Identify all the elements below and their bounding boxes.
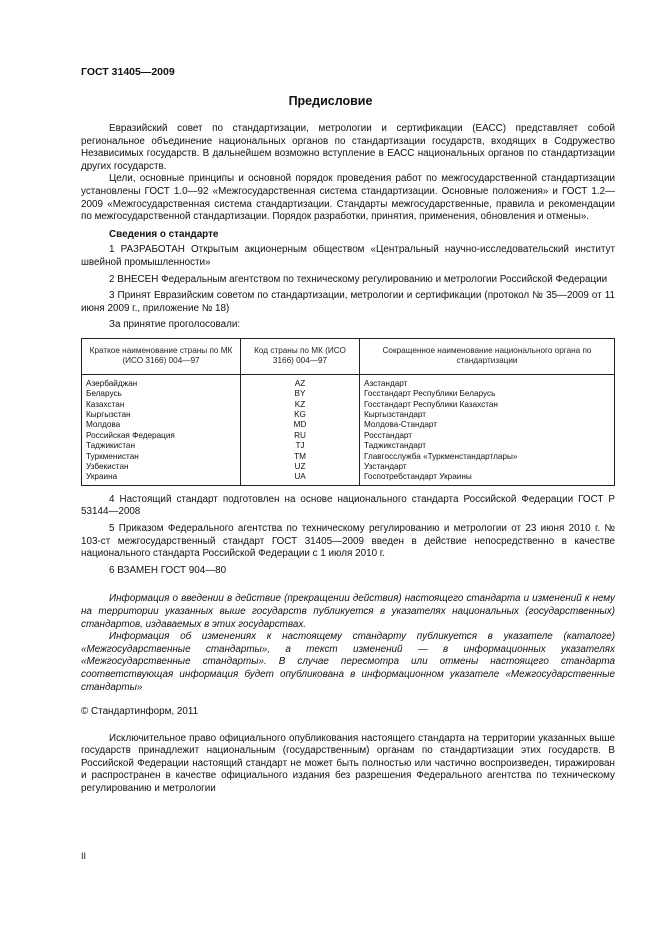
table-header-code: Код страны по МК (ИСО 3166) 004—97 xyxy=(241,338,360,374)
info-item-1: 1 РАЗРАБОТАН Открытым акционерным обществом «Центральный научно-исследовательский институт швейной промышленности» xyxy=(81,244,615,268)
table-row xyxy=(82,389,615,399)
standards-body: Молдова-Стандарт xyxy=(360,420,615,430)
info-item-2: 2 ВНЕСЕН Федеральным агентством по техническому регулированию и метрологии Российской Федерации xyxy=(109,273,608,285)
table-row xyxy=(82,452,615,462)
rights-paragraph: Исключительное право официального опубликования настоящего стандарта на территории указанных выше государств принадлежит национальным (государственным) органам по стандартизации этих государств. В Российской Федерации настоящий стандарт не может быть полностью или частично воспроизведен, тиражирован и распространен в качестве официального издания без разрешения Федерального агентства по техническому регулированию и метрологии xyxy=(81,732,615,795)
country-name: Беларусь xyxy=(82,389,241,399)
table-row xyxy=(82,410,615,420)
country-code: KG xyxy=(241,410,360,420)
country-name: Узбекистан xyxy=(82,462,241,472)
intro-paragraph: Цели, основные принципы и основной порядок проведения работ по межгосударственной стандартизации установлены ГОСТ 1.0—92 «Межгосударственная система стандартизации. Основные положения» и ГОСТ 1.2—2009 «Межгосударственная система стандартизации. Стандарты межгосударственные, правила и рекомендации по межгосударственной стандартизации. Порядок разработки, принятия, применения, обновления и отмены». xyxy=(81,173,615,223)
country-code: UZ xyxy=(241,462,360,472)
voting-table xyxy=(81,338,615,486)
info-block xyxy=(81,593,615,694)
table-row xyxy=(82,420,615,430)
page-title: Предисловие xyxy=(288,94,373,108)
info-paragraph: Информация об изменениях к настоящему стандарту публикуется в указателе (каталоге) «Межгосударственные стандарты», а текст изменений — в информационных указателях «Межгосударственные стандарты». В случае пересмотра или отмены настоящего стандарта соответствующая информация будет опубликована в информационном указателе «Межгосударственные стандарты» xyxy=(81,631,615,693)
country-code: RU xyxy=(241,431,360,441)
standards-body: Госстандарт Республики Беларусь xyxy=(360,389,615,399)
country-name: Туркменистан xyxy=(82,452,241,462)
voted-label: За принятие проголосовали: xyxy=(109,319,241,331)
standards-body: Таджикстандарт xyxy=(360,441,615,451)
document-header: ГОСТ 31405—2009 xyxy=(81,66,175,78)
country-name: Украина xyxy=(82,472,241,485)
info-item-6: 6 ВЗАМЕН ГОСТ 904—80 xyxy=(109,564,227,576)
country-code: KZ xyxy=(241,400,360,410)
country-name: Кыргызстан xyxy=(82,410,241,420)
table-row xyxy=(82,431,615,441)
table-header-country: Краткое наименование страны по МК (ИСО 3166) 004—97 xyxy=(82,338,241,374)
table-row xyxy=(82,374,615,389)
table-header-body: Сокращенное наименование национального органа по стандартизации xyxy=(360,338,615,374)
country-name: Таджикистан xyxy=(82,441,241,451)
table-row xyxy=(82,441,615,451)
country-code: MD xyxy=(241,420,360,430)
standards-body: Кыргызстандарт xyxy=(360,410,615,420)
standards-body: Госстандарт Республики Казахстан xyxy=(360,400,615,410)
table-row xyxy=(82,462,615,472)
info-item-3: 3 Принят Евразийским советом по стандартизации, метрологии и сертификации (протокол № 35—2009 от 11 июня 2009 г., приложение № 18) xyxy=(81,290,615,314)
country-name: Российская Федерация xyxy=(82,431,241,441)
standards-body: Главгосслужба «Туркменстандартлары» xyxy=(360,452,615,462)
country-name: Казахстан xyxy=(82,400,241,410)
section-subtitle: Сведения о стандарте xyxy=(109,228,219,240)
country-code: UA xyxy=(241,472,360,485)
standards-body: Росстандарт xyxy=(360,431,615,441)
country-name: Молдова xyxy=(82,420,241,430)
country-code: TM xyxy=(241,452,360,462)
info-item-5: 5 Приказом Федерального агентства по техническому регулированию и метрологии от 23 июня 2010 г. № 103-ст межгосударственный стандарт ГОСТ 31405—2009 введен в действие непосредственно в качестве национального стандарта Российской Федерации с 1 июля 2010 г. xyxy=(81,522,615,560)
country-code: TJ xyxy=(241,441,360,451)
standards-body: Азстандарт xyxy=(360,374,615,389)
table-row xyxy=(82,400,615,410)
country-name: Азербайджан xyxy=(82,374,241,389)
table-header-row xyxy=(82,338,615,374)
country-code: BY xyxy=(241,389,360,399)
country-code: AZ xyxy=(241,374,360,389)
intro-paragraph: Евразийский совет по стандартизации, метрологии и сертификации (ЕАСС) представляет собой региональное объединение национальных органов по стандартизации государств, входящих в Содружество Независимых государств. В дальнейшем возможно вступление в ЕАСС национальных органов по стандартизации других государств. xyxy=(81,123,615,172)
table-row xyxy=(82,472,615,485)
info-item-4: 4 Настоящий стандарт подготовлен на основе национального стандарта Российской Федерации ГОСТ Р 53144—2008 xyxy=(81,493,615,518)
standards-body: Узстандарт xyxy=(360,462,615,472)
standards-body: Госпотребстандарт Украины xyxy=(360,472,615,485)
document-body xyxy=(81,123,615,796)
info-paragraph: Информация о введении в действие (прекращении действия) настоящего стандарта и изменений к нему на территории указанных выше государств публикуется в указателях национальных (государственных) стандартов, издаваемых в этих государствах. xyxy=(81,593,615,630)
page-number: II xyxy=(81,851,87,861)
copyright: © Стандартинформ, 2011 xyxy=(81,706,199,718)
